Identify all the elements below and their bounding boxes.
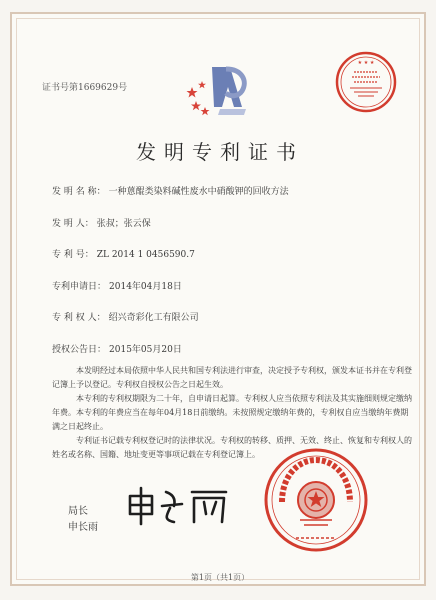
state-ip-office-seal-icon xyxy=(262,446,370,554)
field-value: ZL 2014 1 0456590.7 xyxy=(96,250,195,260)
field-label: 授权公告日： xyxy=(52,345,107,355)
certificate-sheet xyxy=(10,12,426,586)
body-paragraph: 本专利的专利权期限为二十年，自申请日起算。专利权人应当依照专利法及其实施细则规定缴纳年费。本专利的年费应当在每年04月18日前缴纳。未按照规定缴纳年费的，专利权自应当缴纳年费期满之日起终止。 xyxy=(52,394,412,431)
body-paragraph: 本发明经过本局依照中华人民共和国专利法进行审查，决定授予专利权，颁发本证书并在专利登记簿上予以登记。专利权自授权公告之日起生效。 xyxy=(52,366,412,389)
field-value: 2014年04月18日 xyxy=(109,282,182,292)
official-seal-icon xyxy=(334,50,398,114)
field-label: 发 明 名 称： xyxy=(52,187,106,197)
field-value: 2015年05月20日 xyxy=(109,345,182,355)
field-patent-number xyxy=(52,247,195,260)
page-number: 第1页（共1页） xyxy=(190,573,250,582)
field-value: 绍兴奇彩化工有限公司 xyxy=(108,313,199,323)
body-paragraph: 专利证书记载专利权登记时的法律状况。专利权的转移、质押、无效、终止、恢复和专利权人的姓名或名称、国籍、地址变更等事项记载在专利登记簿上。 xyxy=(52,436,412,459)
patent-office-emblem-icon xyxy=(182,59,260,125)
field-patentee xyxy=(52,310,199,323)
svg-text:★ ★ ★: ★ ★ ★ xyxy=(357,60,375,66)
field-label: 专 利 权 人： xyxy=(52,313,106,323)
field-value: 张叔；张云保 xyxy=(96,219,151,229)
certificate-number: 证书号第1669629号 xyxy=(42,83,128,93)
field-invention-name xyxy=(52,184,289,197)
field-inventor xyxy=(52,216,151,229)
signature-title: 局长 xyxy=(68,506,88,517)
signature-name: 申长雨 xyxy=(68,522,98,533)
field-value: 一种蒽醌类染料碱性废水中硝酸钾的回收方法 xyxy=(108,187,289,197)
field-label: 发 明 人： xyxy=(52,219,94,229)
field-grant-date xyxy=(52,342,182,355)
field-application-date xyxy=(52,279,182,292)
field-label: 专 利 号： xyxy=(52,250,94,260)
handwritten-signature xyxy=(122,484,242,528)
certificate-title: 发明专利证书 xyxy=(136,140,304,164)
field-label: 专利申请日： xyxy=(52,282,107,292)
